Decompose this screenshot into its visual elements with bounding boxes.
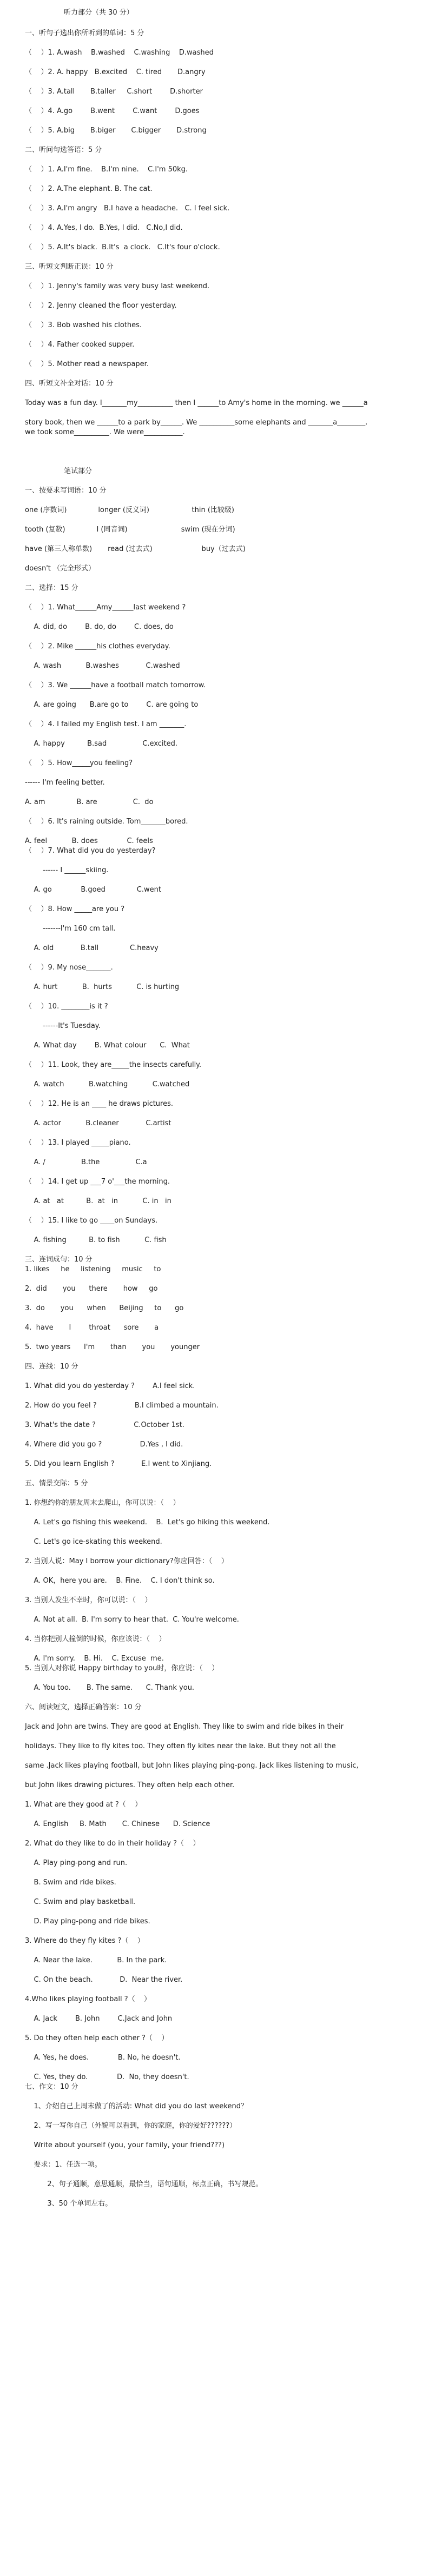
text-line: D. Play ping-pong and ride bikes. <box>25 1917 150 1926</box>
text-line: 2. 当别人说：May I borrow your dictionary?你应回答：（ ） <box>25 1557 228 1565</box>
text-line: one (序数词) longer (反义词) thin (比较级) <box>25 506 234 514</box>
text-line: （ ）10. ________is it ? <box>25 1002 108 1011</box>
text-line: （ ）3. Bob washed his clothes. <box>25 321 142 329</box>
text-line: （ ）7. What did you do yesterday? <box>25 847 156 855</box>
text-line: （ ）1. A.wash B.washed C.washing D.washed <box>25 49 214 57</box>
text-line: 三、连词成句：10 分 <box>25 1256 93 1264</box>
text-line: Write about yourself (you, your family, your friend???) <box>25 2141 225 2149</box>
text-line: Jack and John are twins. They are good at English. They like to swim and ride bikes in their <box>25 1723 344 1731</box>
text-line: A. Not at all. B. I'm sorry to hear that. C. You're welcome. <box>25 1616 239 1624</box>
text-line: A. did, do B. do, do C. does, do <box>25 623 174 631</box>
text-line: （ ）2. A.The elephant. B. The cat. <box>25 185 153 193</box>
text-line: 4. Where did you go ? D.Yes , I did. <box>25 1440 183 1449</box>
text-line: （ ）4. A.Yes, I do. B.Yes, I did. C.No,I did. <box>25 224 183 232</box>
text-line: A. Near the lake. B. In the park. <box>25 1956 167 1964</box>
text-line: （ ）4. I failed my English test. I am _______. <box>25 720 187 728</box>
text-line: （ ）1. Jenny's family was very busy last weekend. <box>25 282 210 290</box>
text-line: ------ I'm feeling better. <box>25 779 105 787</box>
text-line: （ ）6. It's raining outside. Tom_______bored. <box>25 818 188 826</box>
text-line: A. wash B.washes C.washed <box>25 662 180 670</box>
text-line: A. at at B. at in C. in in <box>25 1197 171 1205</box>
text-line: 要求：1、任选一项。 <box>25 2161 102 2169</box>
text-line: （ ）15. I like to go ____on Sundays. <box>25 1217 158 1225</box>
text-line: have (第三人称单数) read (过去式) buy（过去式) <box>25 545 246 553</box>
text-line: 1. What are they good at ?（ ） <box>25 1801 142 1809</box>
text-line: 笔试部分 <box>64 467 93 475</box>
text-line: （ ）2. A. happy B.excited C. tired D.angry <box>25 68 206 76</box>
text-line: 六、阅读短文，选择正确答案：10 分 <box>25 1703 142 1711</box>
text-line: 4. 当你把别人撞倒的时候，你应该说：（ ） <box>25 1635 166 1643</box>
text-line: 3. 当别人发生不幸时，你可以说：（ ） <box>25 1596 152 1604</box>
text-line: A. OK，here you are. B. Fine. C. I don't think so. <box>25 1577 215 1585</box>
text-line: （ ）3. We ______have a football match tomorrow. <box>25 681 206 689</box>
text-line: 二、选择：15 分 <box>25 584 78 592</box>
text-line: （ ）5. How_____you feeling? <box>25 759 133 767</box>
text-line: Today was a fun day. I_______my__________ then I ______to Amy's home in the morning. we ______a <box>25 399 368 407</box>
text-line: same .Jack likes playing football, but John likes playing ping-pong. Jack likes listening to music, <box>25 1762 359 1770</box>
text-line: 5. Do they often help each other ?（ ） <box>25 2034 169 2042</box>
text-line: A. old B.tall C.heavy <box>25 944 159 952</box>
text-line: 5. two years I'm than you younger <box>25 1343 200 1351</box>
text-line: tooth (复数) I (同音词) swim (现在分词) <box>25 526 235 534</box>
text-line: （ ）5. A.big B.biger C.bigger D.strong <box>25 127 207 135</box>
text-line: 3、50 个单词左右。 <box>25 2200 113 2208</box>
text-line: A. What day B. What colour C. What <box>25 1041 190 1050</box>
text-line: （ ）2. Mike ______his clothes everyday. <box>25 642 170 650</box>
text-line: （ ）1. A.I'm fine. B.I'm nine. C.I'm 50kg. <box>25 165 188 174</box>
text-line: （ ）9. My nose_______. <box>25 964 113 972</box>
text-line: A. Jack B. John C.Jack and John <box>25 2015 173 2023</box>
text-line: 4. have I throat sore a <box>25 1324 159 1332</box>
text-line: 1、介绍自己上周末做了的活动: What did you do last weekend？ <box>25 2102 248 2110</box>
text-line: （ ）2. Jenny cleaned the floor yesterday. <box>25 302 177 310</box>
text-line: A. watch B.watching C.watched <box>25 1080 190 1088</box>
text-line: A. Yes, he does. B. No, he doesn't. <box>25 2054 181 2062</box>
text-line: we took some__________. We were___________. <box>25 428 185 436</box>
text-line: （ ）8. How _____are you ? <box>25 905 125 913</box>
text-line: 1. 你想约你的朋友周末去爬山，你可以说：（ ） <box>25 1499 180 1507</box>
text-line: 3. Where do they fly kites ?（ ） <box>25 1937 144 1945</box>
text-line: 二、听问句选答语：5 分 <box>25 146 102 154</box>
text-line: （ ）14. I get up ___7 o'___the morning. <box>25 1178 170 1186</box>
text-line: A. You too. B. The same. C. Thank you. <box>25 1684 195 1692</box>
text-line: 1. likes he listening music to <box>25 1265 161 1273</box>
text-line: A. actor B.cleaner C.artist <box>25 1119 171 1127</box>
text-line: （ ）4. A.go B.went C.want D.goes <box>25 107 200 115</box>
text-line: （ ）3. A.tall B.taller C.short D.shorter <box>25 88 203 96</box>
text-line: A. I'm sorry. B. Hi. C. Excuse me. <box>25 1655 164 1663</box>
text-line: A. happy B.sad C.excited. <box>25 740 178 748</box>
text-line: 5. Did you learn English ? E.I went to Xinjiang. <box>25 1460 212 1468</box>
text-line: A. am B. are C. do <box>25 798 154 806</box>
text-line: 2. How do you feel ? B.I climbed a mountain. <box>25 1402 219 1410</box>
text-line: （ ）5. A.It's black. B.It's a clock. C.It's four o'clock. <box>25 243 220 251</box>
text-line: holidays. They like to fly kites too. They often fly kites near the lake. But they not all the <box>25 1742 336 1750</box>
text-line: C. Yes, they do. D. No, they doesn't. <box>25 2073 189 2081</box>
text-line: A. fishing B. to fish C. fish <box>25 1236 167 1244</box>
text-line: A. Let's go fishing this weekend. B. Let's go hiking this weekend. <box>25 1518 270 1526</box>
text-line: 2、写一写你自己（外貌可以看到，你的家庭，你的爱好??????） <box>25 2122 237 2130</box>
text-line: （ ）4. Father cooked supper. <box>25 341 135 349</box>
text-line: 听力部分（共 30 分） <box>64 9 134 17</box>
text-line: （ ）12. He is an ____ he draws pictures. <box>25 1100 174 1108</box>
text-line: 七、作文：10 分 <box>25 2083 78 2091</box>
text-line: 3. do you when Beijing to go <box>25 1304 184 1312</box>
text-line: 四、连线：10 分 <box>25 1363 78 1371</box>
text-line: 2、句子通顺，意思通顺，最恰当，语句通顺，标点正确，书写规范。 <box>25 2180 263 2188</box>
text-line: （ ）5. Mother read a newspaper. <box>25 360 149 368</box>
text-line: （ ）13. I played _____piano. <box>25 1139 131 1147</box>
text-line: ------It's Tuesday. <box>25 1022 101 1030</box>
text-line: （ ）3. A.I'm angry B.I have a headache. C. I feel sick. <box>25 204 230 213</box>
text-line: A. Play ping-pong and run. <box>25 1859 128 1867</box>
text-line: 五、情景交际：5 分 <box>25 1479 88 1488</box>
text-line: C. Let's go ice-skating this weekend. <box>25 1538 162 1546</box>
text-line: C. Swim and play basketball. <box>25 1898 136 1906</box>
text-line: story book, then we ______to a park by______. We __________some elephants and _______a________. <box>25 419 368 427</box>
text-line: （ ）11. Look, they are_____the insects carefully. <box>25 1061 202 1069</box>
text-line: 一、按要求写词语：10 分 <box>25 487 107 495</box>
text-line: doesn't （完全形式） <box>25 565 96 573</box>
text-line: 5. 当别人对你说 Happy birthday to you时，你应说：（ ） <box>25 1664 219 1672</box>
text-line: A. / B.the C.a <box>25 1158 147 1166</box>
text-line: A. hurt B. hurts C. is hurting <box>25 983 180 991</box>
text-line: 2. did you there how go <box>25 1285 158 1293</box>
text-line: C. On the beach. D. Near the river. <box>25 1976 183 1984</box>
text-line: A. feel B. does C. feels <box>25 837 153 845</box>
text-line: 1. What did you do yesterday ? A.I feel sick. <box>25 1382 195 1390</box>
text-line: 3. What's the date ? C.October 1st. <box>25 1421 184 1429</box>
text-line: ------ I ______skiing. <box>25 866 109 874</box>
text-line: A. English B. Math C. Chinese D. Science <box>25 1820 210 1828</box>
text-line: but John likes drawing pictures. They often help each other. <box>25 1781 235 1789</box>
text-line: A. go B.goed C.went <box>25 886 161 894</box>
text-line: -------I'm 160 cm tall. <box>25 925 116 933</box>
text-line: A. are going B.are go to C. are going to <box>25 701 199 709</box>
text-line: B. Swim and ride bikes. <box>25 1878 116 1887</box>
text-line: 2. What do they like to do in their holiday ?（ ） <box>25 1840 200 1848</box>
text-line: （ ）1. What______Amy______last weekend ? <box>25 603 186 612</box>
text-line: 三、听短文判断正误：10 分 <box>25 263 114 271</box>
text-line: 一、听句子选出你所听到的单词：5 分 <box>25 29 144 37</box>
text-line: 4.Who likes playing football ?（ ） <box>25 1995 151 2003</box>
text-line: 四、听短文补全对话：10 分 <box>25 380 114 388</box>
